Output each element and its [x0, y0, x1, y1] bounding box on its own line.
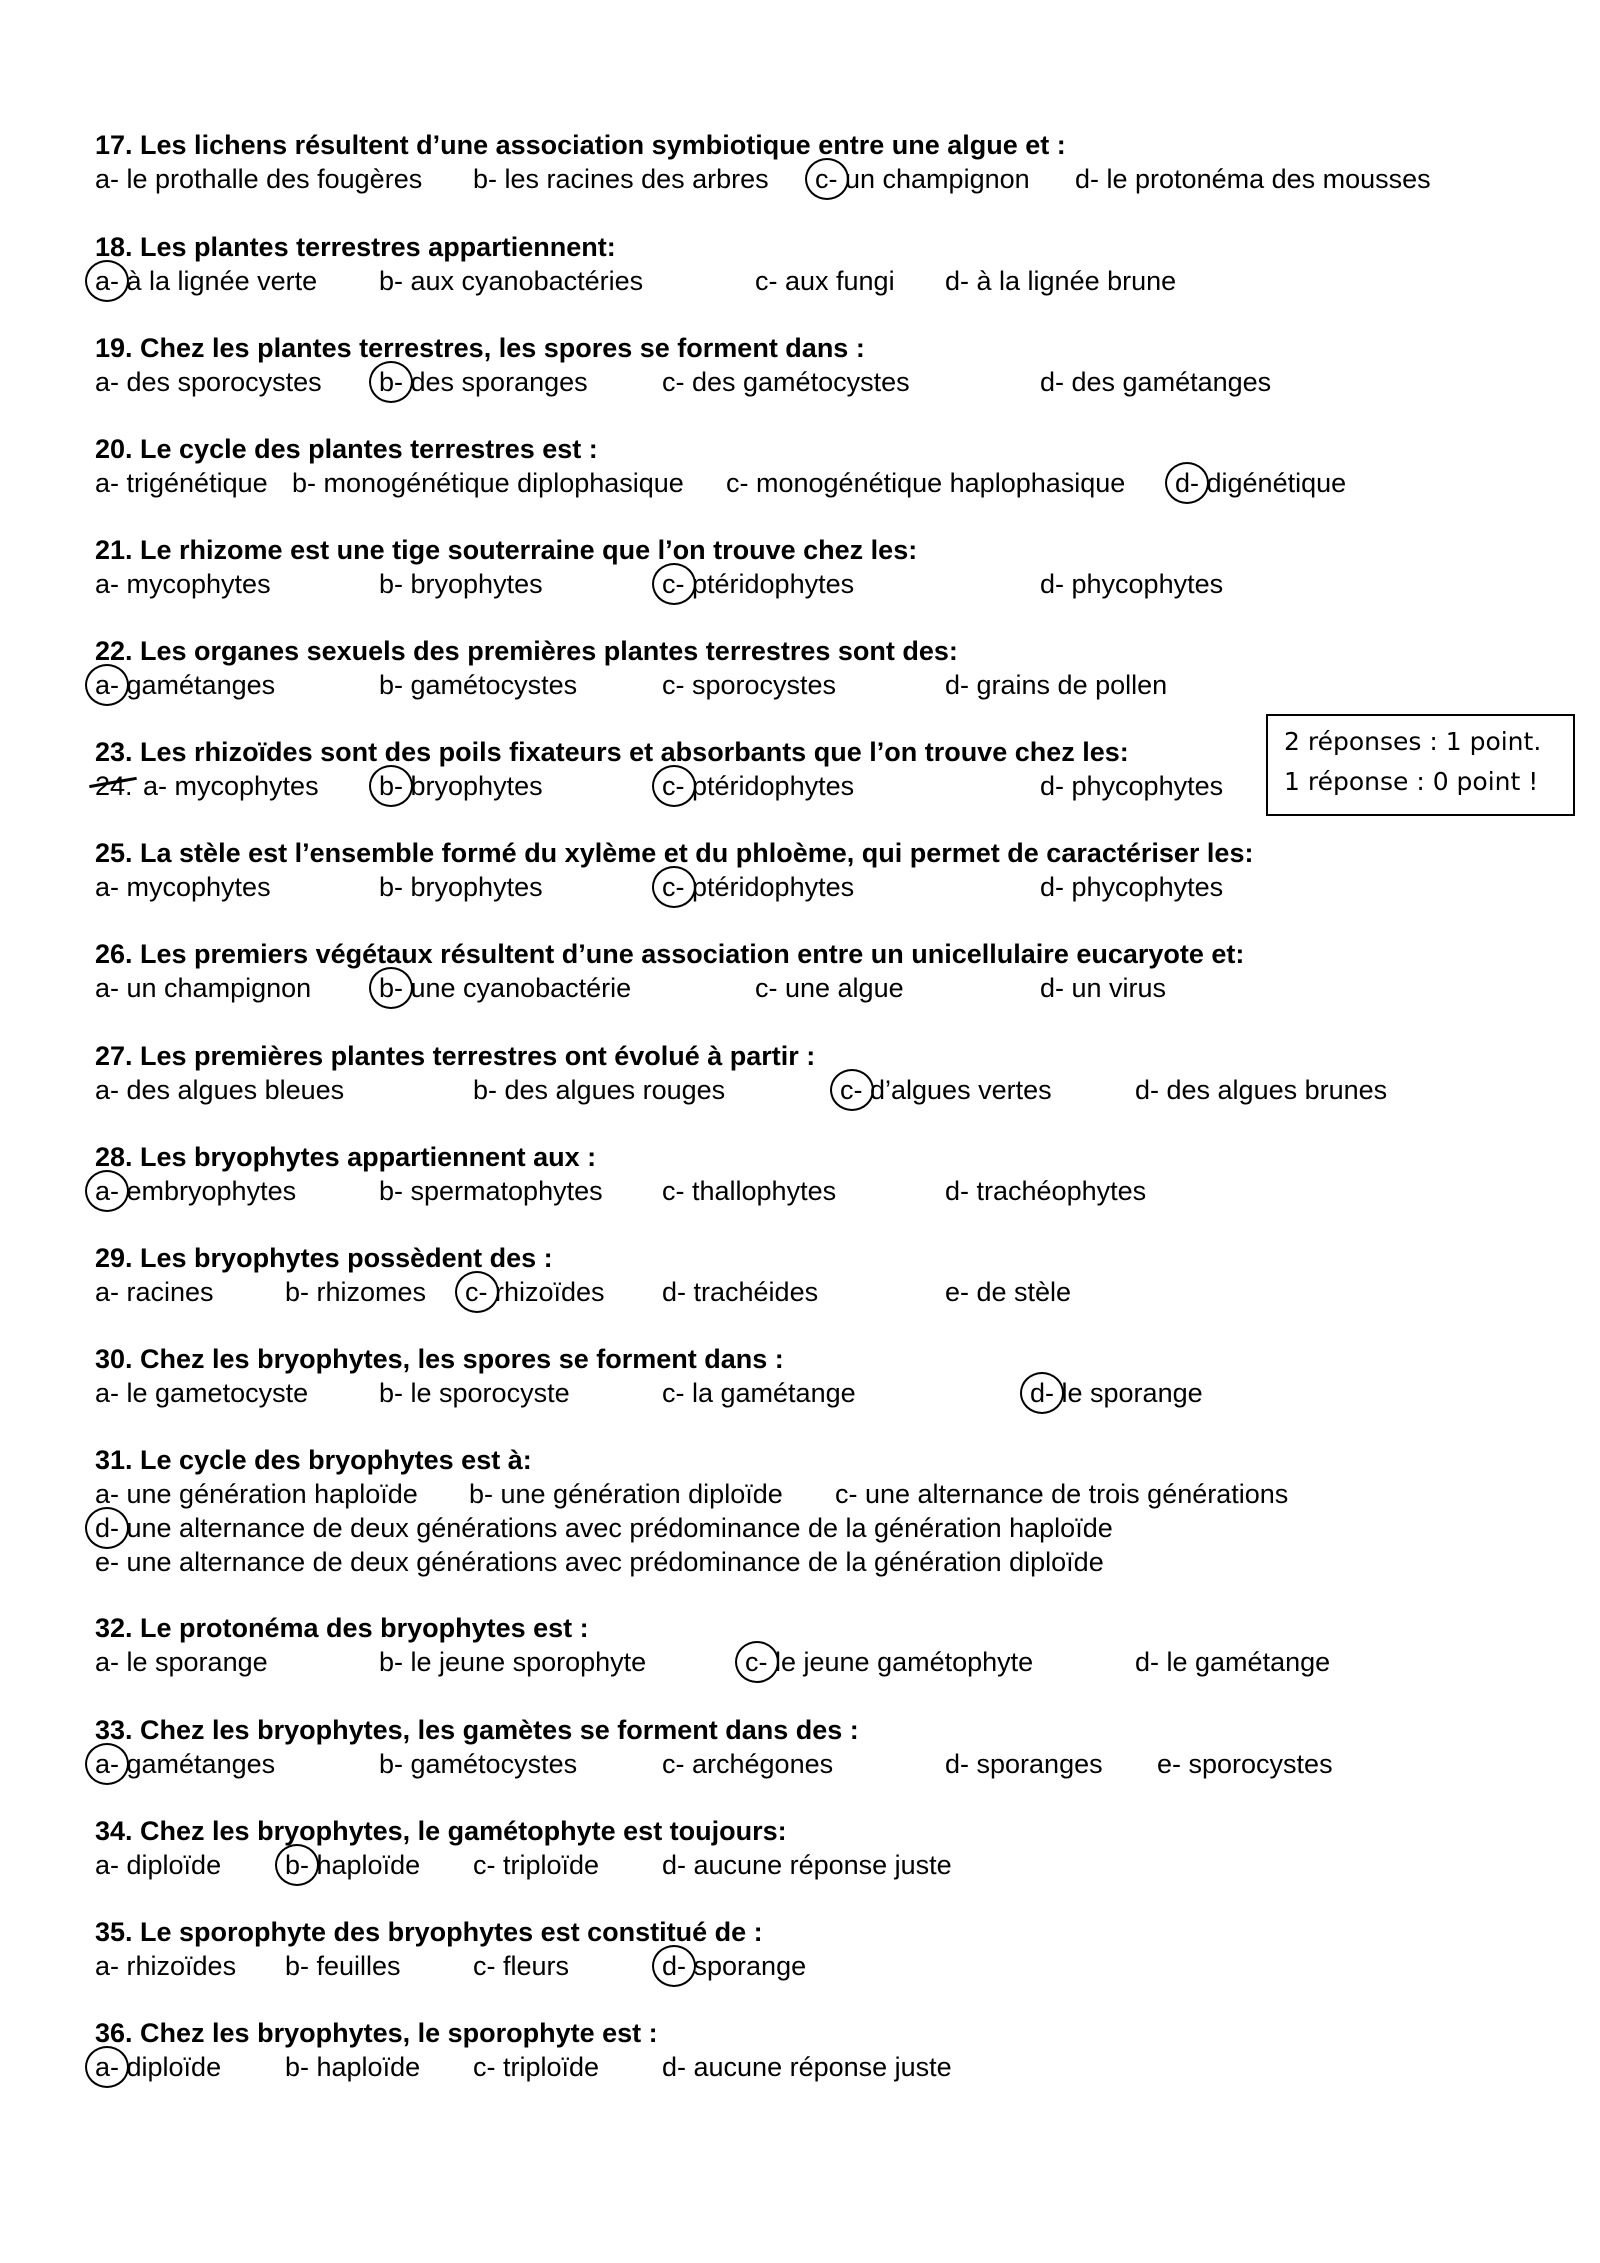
answer-option: d- un virus [1040, 973, 1167, 1003]
answer-option: b- une cyanobactérie [379, 973, 632, 1003]
question-11 [95, 1140, 1515, 1208]
question-5 [95, 533, 1515, 601]
question-15 [95, 1611, 1515, 1679]
answer-option: c- un champignon [815, 164, 1030, 194]
answer-option: b- le jeune sporophyte [379, 1647, 647, 1677]
answer-option: a- le gametocyste [95, 1378, 309, 1408]
option-row [95, 264, 1515, 298]
question-title: 34. Chez les bryophytes, le gamétophyte est toujours: [95, 1816, 787, 1846]
answer-option: c- le jeune gamétophyte [745, 1647, 1034, 1677]
answer-option: a- diploïde [95, 2052, 222, 2082]
question-title: 30. Chez les bryophytes, les spores se forment dans : [95, 1344, 784, 1374]
answer-option: c- aux fungi [755, 266, 895, 296]
question-title: 17. Les lichens résultent d’une association symbiotique entre une algue et : [95, 130, 1066, 160]
answer-option: b- rhizomes [285, 1277, 427, 1307]
answer-option: a- trigénétique [95, 468, 268, 498]
question-title: 29. Les bryophytes possèdent des : [95, 1243, 553, 1273]
struck-question-number: 24. [95, 771, 133, 801]
option-row [95, 1747, 1515, 1781]
option-row [95, 1949, 1515, 1983]
grading-note [1266, 714, 1575, 816]
grading-note-line-1: 2 réponses : 1 point. [1284, 727, 1542, 756]
answer-option: d- sporange [662, 1951, 807, 1981]
answer-option: c- une alternance de trois générations [835, 1479, 1289, 1509]
question-title: 36. Chez les bryophytes, le sporophyte est : [95, 2018, 658, 2048]
answer-option: c- sporocystes [662, 670, 837, 700]
answer-option: b- haploïde [285, 2052, 421, 2082]
answer-option: d- une alternance de deux générations avec prédominance de la génération haploïde [95, 1513, 1113, 1543]
answer-option: d- trachéophytes [945, 1176, 1147, 1206]
question-title: 33. Chez les bryophytes, les gamètes se forment dans des : [95, 1715, 859, 1745]
option-row [95, 1645, 1515, 1679]
answer-option: e- sporocystes [1157, 1749, 1333, 1779]
question-title: 23. Les rhizoïdes sont des poils fixateurs et absorbants que l’on trouve chez les: [95, 737, 1129, 767]
answer-option: b- les racines des arbres [473, 164, 769, 194]
answer-option: c- triploïde [473, 1850, 600, 1880]
answer-option: d- des gamétanges [1040, 367, 1272, 397]
option-row [95, 1275, 1515, 1309]
option-row [95, 162, 1515, 196]
answer-option: a- une génération haploïde [95, 1479, 418, 1509]
answer-option: a- le sporange [95, 1647, 268, 1677]
answer-option: c- des gamétocystes [662, 367, 910, 397]
answer-option: c- rhizoïdes [465, 1277, 605, 1307]
answer-option: e- une alternance de deux générations avec prédominance de la génération diploïde [95, 1547, 1104, 1577]
option-row [95, 1174, 1515, 1208]
option-row [95, 1848, 1515, 1882]
answer-option: e- de stèle [945, 1277, 1072, 1307]
answer-option: d- le sporange [1030, 1378, 1203, 1408]
answer-option: a- gamétanges [95, 670, 276, 700]
answer-option: d- le protonéma des mousses [1075, 164, 1431, 194]
question-8 [95, 836, 1515, 904]
question-9 [95, 937, 1515, 1005]
option-row [95, 1477, 1515, 1511]
answer-option: d- le gamétange [1135, 1647, 1331, 1677]
option-row [95, 668, 1515, 702]
answer-option: a- des algues bleues [95, 1075, 345, 1105]
answer-option: b- bryophytes [379, 569, 543, 599]
answer-option: a- mycophytes [143, 771, 319, 801]
question-17 [95, 1814, 1515, 1882]
answer-option: c- d’algues vertes [840, 1075, 1052, 1105]
answer-option: b- feuilles [285, 1951, 401, 1981]
answer-option: b- gamétocystes [379, 670, 578, 700]
answer-option: b- monogénétique diplophasique [292, 468, 684, 498]
answer-option: b- haploïde [285, 1850, 421, 1880]
option-row [95, 365, 1515, 399]
answer-option: a- mycophytes [95, 569, 271, 599]
question-13 [95, 1342, 1515, 1410]
question-title: 28. Les bryophytes appartiennent aux : [95, 1142, 597, 1172]
answer-option: b- une génération diploïde [469, 1479, 783, 1509]
answer-option: c- thallophytes [662, 1176, 837, 1206]
answer-option: d- phycophytes [1040, 872, 1224, 902]
answer-option: d- grains de pollen [945, 670, 1168, 700]
question-title: 31. Le cycle des bryophytes est à: [95, 1445, 532, 1475]
answer-option: d- des algues brunes [1135, 1075, 1388, 1105]
answer-option: d- aucune réponse juste [662, 1850, 952, 1880]
answer-option: a- un champignon [95, 973, 312, 1003]
question-6 [95, 634, 1515, 702]
answer-option: a- à la lignée verte [95, 266, 318, 296]
answer-option: d- trachéides [662, 1277, 819, 1307]
question-title: 21. Le rhizome est une tige souterraine que l’on trouve chez les: [95, 535, 918, 565]
option-row [95, 2050, 1515, 2084]
question-title: 22. Les organes sexuels des premières plantes terrestres sont des: [95, 636, 958, 666]
question-title: 27. Les premières plantes terrestres ont évolué à partir : [95, 1041, 816, 1071]
answer-option: b- aux cyanobactéries [379, 266, 644, 296]
answer-option: d- aucune réponse juste [662, 2052, 952, 2082]
answer-option: d- sporanges [945, 1749, 1103, 1779]
answer-option: d- à la lignée brune [945, 266, 1177, 296]
answer-option: d- phycophytes [1040, 771, 1224, 801]
question-title: 35. Le sporophyte des bryophytes est constitué de : [95, 1917, 763, 1947]
answer-option: c- fleurs [473, 1951, 570, 1981]
option-row [95, 466, 1515, 500]
answer-option: d- phycophytes [1040, 569, 1224, 599]
question-18 [95, 1915, 1515, 1983]
question-1 [95, 128, 1515, 196]
answer-option: c- monogénétique haplophasique [726, 468, 1126, 498]
question-title: 26. Les premiers végétaux résultent d’une association entre un unicellulaire eucaryote et: [95, 939, 1245, 969]
answer-option: a- rhizoïdes [95, 1951, 237, 1981]
answer-option: b- spermatophytes [379, 1176, 603, 1206]
answer-option: c- triploïde [473, 2052, 600, 2082]
answer-option: a- gamétanges [95, 1749, 276, 1779]
answer-option: a- embryophytes [95, 1176, 297, 1206]
grading-note-line-2: 1 réponse : 0 point ! [1284, 767, 1539, 796]
option-row [95, 1511, 1515, 1545]
answer-option: b- le sporocyste [379, 1378, 570, 1408]
answer-option: b- bryophytes [379, 771, 543, 801]
question-title: 18. Les plantes terrestres appartiennent: [95, 232, 616, 262]
answer-option: c- ptéridophytes [662, 569, 855, 599]
option-row [95, 567, 1515, 601]
answer-option: b- gamétocystes [379, 1749, 578, 1779]
answer-option: a- racines [95, 1277, 214, 1307]
option-row [95, 1073, 1515, 1107]
answer-option: c- ptéridophytes [662, 872, 855, 902]
answer-option: c- ptéridophytes [662, 771, 855, 801]
question-3 [95, 331, 1515, 399]
question-10 [95, 1039, 1515, 1107]
answer-option: d- digénétique [1175, 468, 1347, 498]
question-19 [95, 2016, 1515, 2084]
question-12 [95, 1241, 1515, 1309]
answer-option: c- la gamétange [662, 1378, 856, 1408]
answer-option: c- une algue [755, 973, 904, 1003]
question-14 [95, 1443, 1515, 1579]
answer-option: a- des sporocystes [95, 367, 322, 397]
question-16 [95, 1713, 1515, 1781]
option-row [95, 870, 1515, 904]
option-row [95, 1545, 1515, 1579]
question-title: 19. Chez les plantes terrestres, les spores se forment dans : [95, 333, 865, 363]
question-4 [95, 432, 1515, 500]
question-2 [95, 230, 1515, 298]
question-title: 25. La stèle est l’ensemble formé du xylème et du phloème, qui permet de caractériser les: [95, 838, 1254, 868]
answer-option: a- mycophytes [95, 872, 271, 902]
answer-option: c- archégones [662, 1749, 834, 1779]
question-title: 20. Le cycle des plantes terrestres est : [95, 434, 598, 464]
answer-option: b- des algues rouges [473, 1075, 726, 1105]
answer-option: a- le prothalle des fougères [95, 164, 423, 194]
option-row [95, 1376, 1515, 1410]
answer-option: b- bryophytes [379, 872, 543, 902]
question-title: 32. Le protonéma des bryophytes est : [95, 1613, 589, 1643]
option-row [95, 971, 1515, 1005]
answer-option: a- diploïde [95, 1850, 222, 1880]
answer-option: b- des sporanges [379, 367, 588, 397]
